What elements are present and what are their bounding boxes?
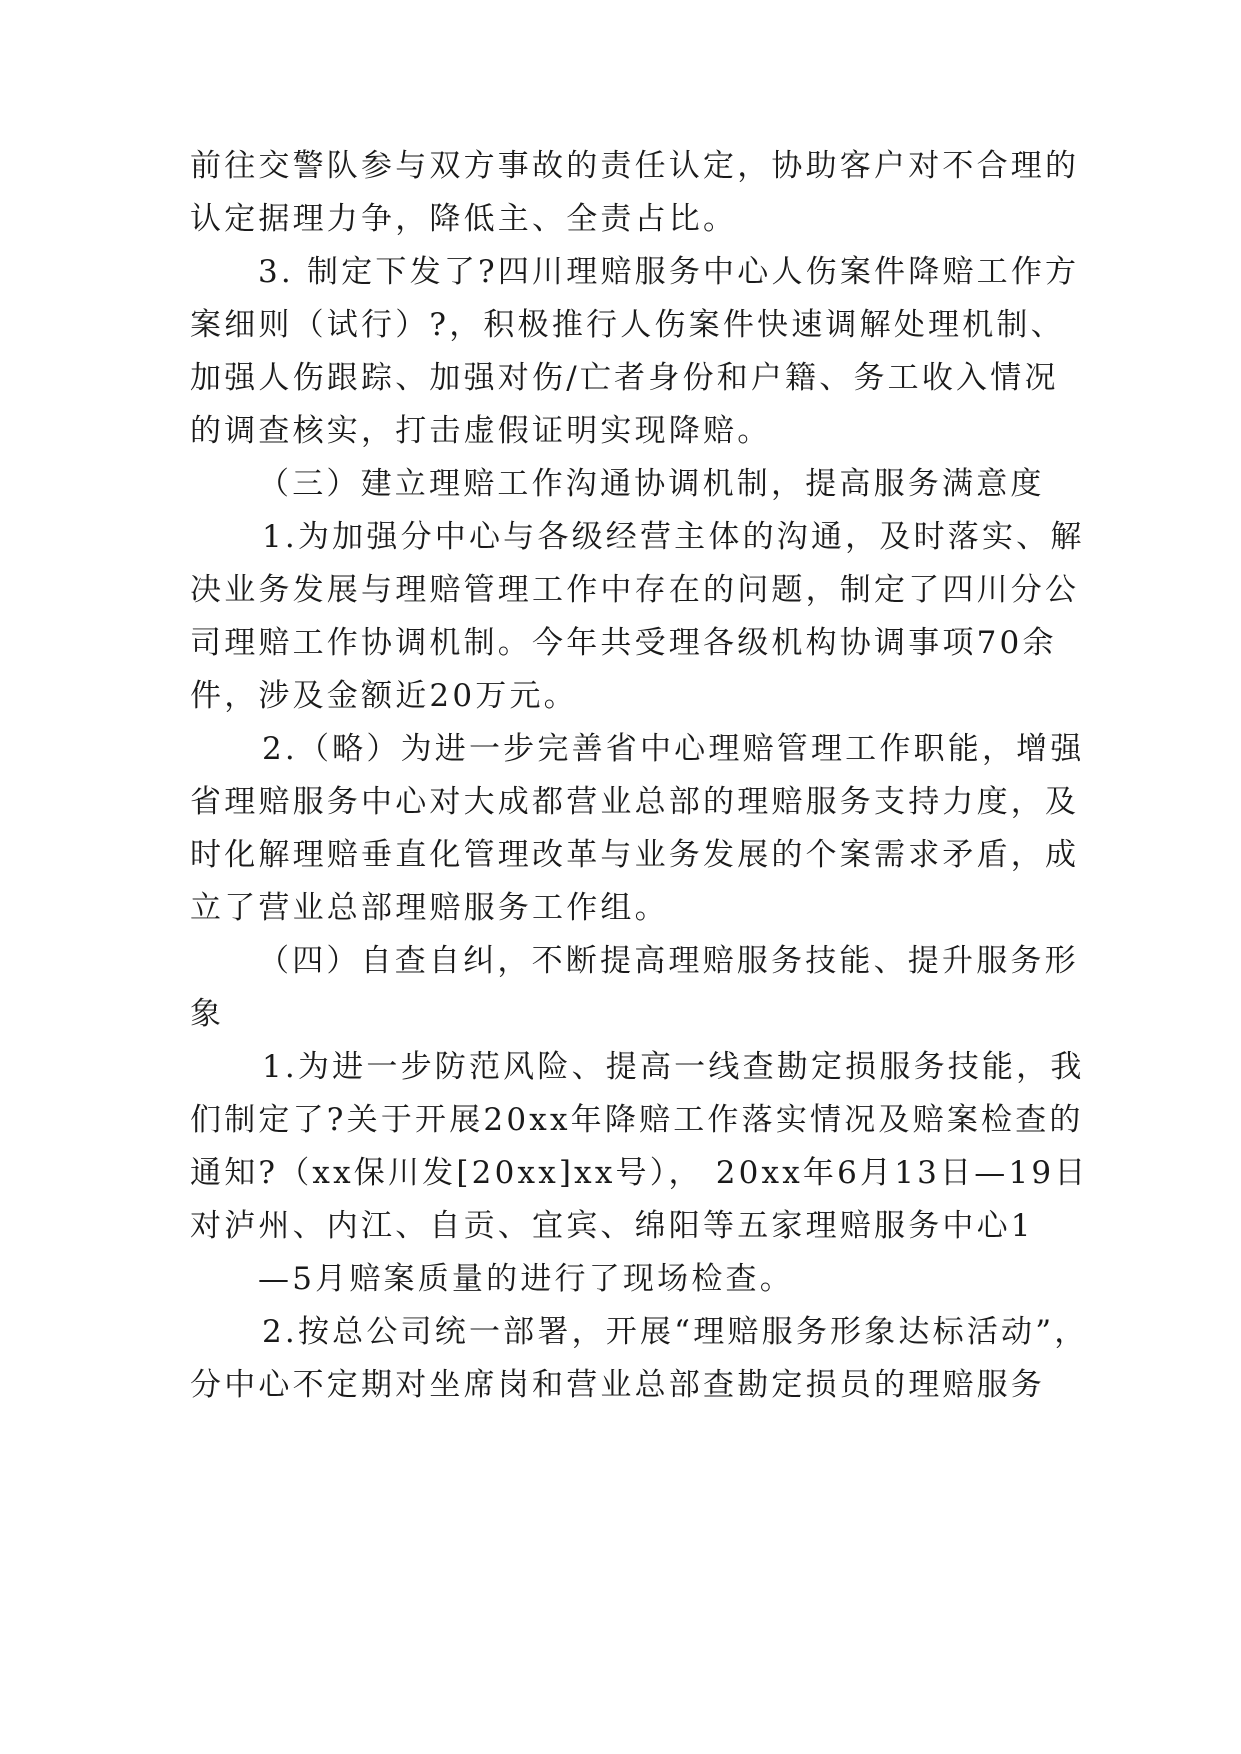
section-heading: （四）自查自纠，不断提高理赔服务技能、提升服务形	[258, 943, 1079, 979]
text-line: 时化解理赔垂直化管理改革与业务发展的个案需求矛盾，成	[190, 837, 1080, 873]
text-line: 分中心不定期对坐席岗和营业总部查勘定损员的理赔服务	[190, 1367, 1045, 1403]
section-heading-cont: 象	[190, 996, 225, 1032]
text-line: 对泸州、内江、自贡、宜宾、绵阳等五家理赔服务中心1	[190, 1208, 1034, 1244]
section-heading: （三）建立理赔工作沟通协调机制，提高服务满意度	[258, 466, 1045, 502]
text-line: 2.（略）为进一步完善省中心理赔管理工作职能，增强	[262, 731, 1085, 767]
text-line: 司理赔工作协调机制。今年共受理各级机构协调事项70余	[190, 625, 1057, 661]
text-line: 2.按总公司统一部署，开展“理赔服务形象达标活动”，	[262, 1314, 1089, 1350]
text-line: 前往交警队参与双方事故的责任认定，协助客户对不合理的	[190, 148, 1080, 184]
text-line: 1.为进一步防范风险、提高一线查勘定损服务技能，我	[262, 1049, 1085, 1085]
text-line: 3. 制定下发了?四川理赔服务中心人伤案件降赔工作方	[258, 254, 1080, 290]
text-line: 案细则（试行）?，积极推行人伤案件快速调解处理机制、	[190, 307, 1065, 343]
text-line: 加强人伤跟踪、加强对伤/亡者身份和户籍、务工收入情况	[190, 360, 1059, 396]
text-line: 1.为加强分中心与各级经营主体的沟通，及时落实、解	[262, 519, 1085, 555]
text-line: 们制定了?关于开展20xx年降赔工作落实情况及赔案检查的	[190, 1102, 1084, 1138]
text-line: —5月赔案质量的进行了现场检查。	[258, 1261, 794, 1297]
text-line: 决业务发展与理赔管理工作中存在的问题，制定了四川分公	[190, 572, 1080, 608]
text-line: 的调查核实，打击虚假证明实现降赔。	[190, 413, 772, 449]
text-line: 件，涉及金额近20万元。	[190, 678, 578, 714]
text-line: 立了营业总部理赔服务工作组。	[190, 890, 669, 926]
text-line: 认定据理力争，降低主、全责占比。	[190, 201, 738, 237]
text-line: 省理赔服务中心对大成都营业总部的理赔服务支持力度，及	[190, 784, 1080, 820]
text-line: 通知?（xx保川发[20xx]xx号）， 20xx年6月13日—19日	[190, 1155, 1089, 1191]
